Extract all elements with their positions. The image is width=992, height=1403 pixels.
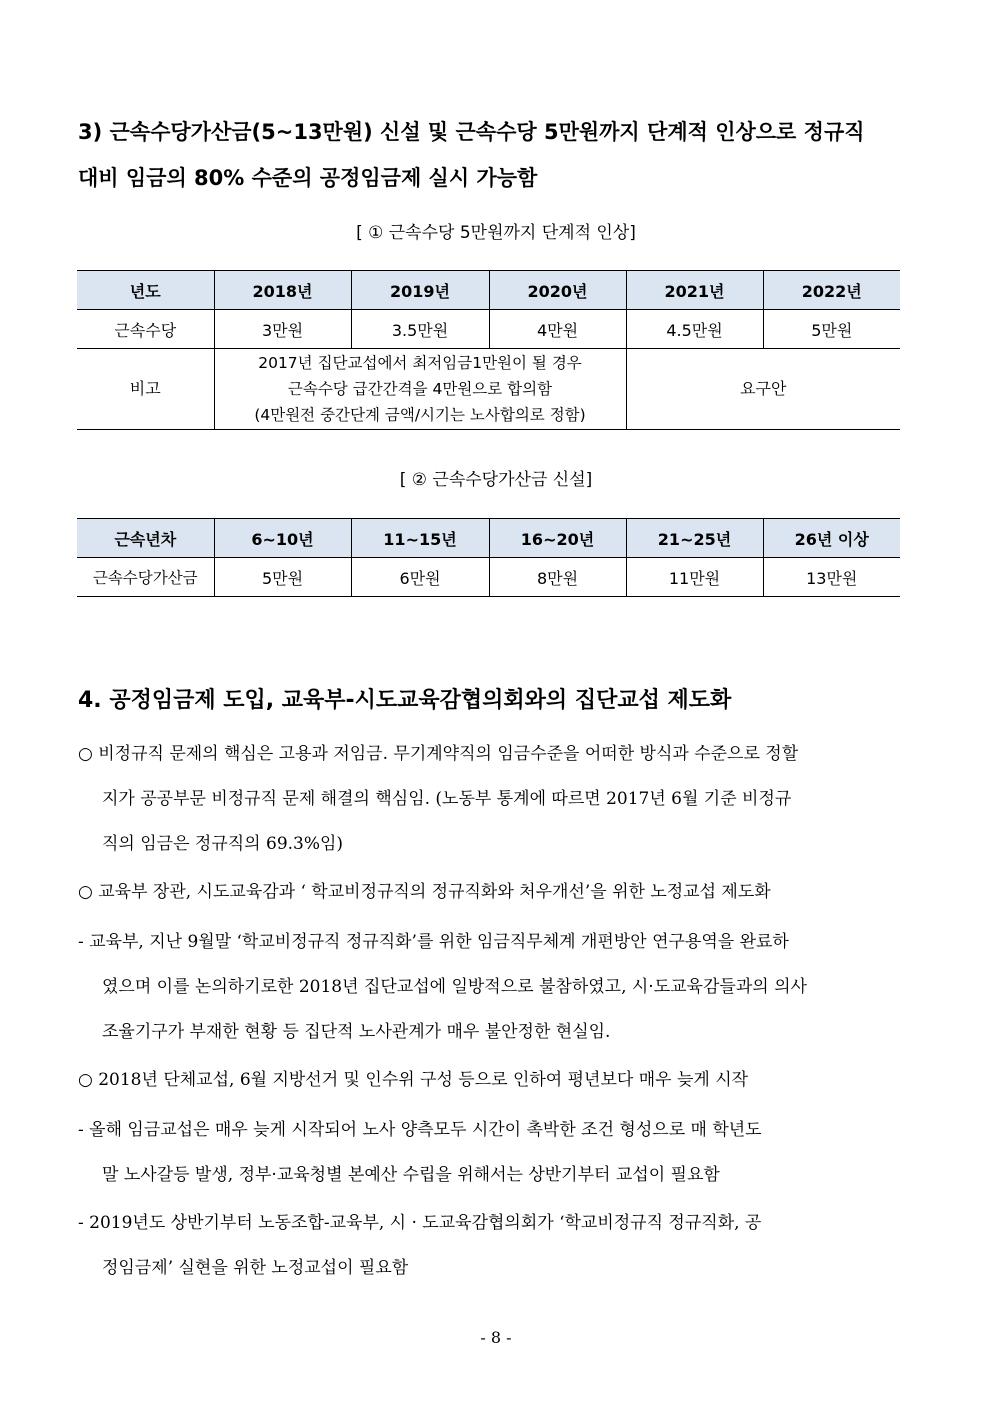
paragraph-line: 정임금제’ 실현을 위한 노정교섭이 필요함 (102, 1258, 409, 1278)
section-4-title: 4. 공정임금제 도입, 교육부-시도교육감협의회와의 집단교섭 제도화 (78, 688, 732, 713)
paragraph-line: - 2019년도 상반기부터 노동조합-교육부, 시 · 도교육감협의회가 ‘학교비정규직 정규직화, 공 (78, 1213, 762, 1233)
table-cell: 5만원 (214, 558, 351, 597)
table-header-row (77, 271, 900, 310)
table-cell: 11만원 (626, 558, 763, 597)
header-cell: 년도 (77, 271, 214, 310)
table-row (77, 558, 900, 597)
header-cell: 16~20년 (489, 519, 626, 558)
paragraph-4 (78, 1058, 918, 1103)
table-cell: 비고 (77, 349, 214, 430)
note-line: (4만원전 중간단계 금액/시기는 노사합의로 정함) (254, 406, 586, 424)
table-cell: 13만원 (763, 558, 900, 597)
paragraph-line: 지가 공공부문 비정규직 문제 해결의 핵심임. (노동부 통계에 따르면 2017년 6월 기준 비정규 (102, 789, 792, 809)
paragraph-line: ○ 비정규직 문제의 핵심은 고용과 저임금. 무기계약직의 임금수준을 어떠한 방식과 수준으로 정할 (78, 744, 799, 764)
paragraph-line: ○ 교육부 장관, 시도교육감과 ‘ 학교비정규직의 정규직화와 처우개선’을 위한 노정교섭 제도화 (78, 882, 771, 902)
paragraph-line: - 올해 임금교섭은 매우 늦게 시작되어 노사 양측모두 시간이 촉박한 조건 형성으로 매 학년도 (78, 1120, 762, 1140)
table-cell: 8만원 (489, 558, 626, 597)
table-cell: 3.5만원 (351, 310, 489, 349)
table-cell: 3만원 (214, 310, 351, 349)
table-row (77, 349, 900, 430)
header-cell: 근속년차 (77, 519, 214, 558)
note-line: 근속수당 급간간격을 4만원으로 합의함 (287, 380, 553, 398)
paragraph-line: 조율기구가 부재한 현황 등 집단적 노사관계가 매우 불안정한 현실임. (102, 1022, 611, 1042)
table-cell: 요구안 (626, 349, 900, 430)
seniority-allowance-table (77, 270, 900, 430)
header-cell: 11~15년 (351, 519, 489, 558)
paragraph-1 (78, 732, 918, 867)
paragraph-line: - 교육부, 지난 9월말 ‘학교비정규직 정규직화’를 위한 임금직무체계 개편방안 연구용역을 완료하 (78, 932, 789, 952)
table-cell: 4.5만원 (626, 310, 763, 349)
header-cell: 26년 이상 (763, 519, 900, 558)
section-3-heading-line-2: 대비 임금의 80% 수준의 공정임금제 실시 가능함 (78, 166, 538, 190)
table-2-caption: [ ② 근속수당가산금 신설] (399, 470, 593, 490)
table-cell: 근속수당 (77, 310, 214, 349)
table-cell: 근속수당가산금 (77, 558, 214, 597)
header-cell: 2022년 (763, 271, 900, 310)
header-cell: 2018년 (214, 271, 351, 310)
header-cell: 2019년 (351, 271, 489, 310)
header-cell: 6~10년 (214, 519, 351, 558)
header-cell: 2021년 (626, 271, 763, 310)
paragraph-line: 였으며 이를 논의하기로한 2018년 집단교섭에 일방적으로 불참하였고, 시·도교육감들과의 의사 (102, 977, 807, 997)
section-3-heading-line-1: 3) 근속수당가산금(5~13만원) 신설 및 근속수당 5만원까지 단계적 인상으로 정규직 (78, 120, 865, 144)
paragraph-3 (78, 920, 918, 1055)
paragraph-line: ○ 2018년 단체교섭, 6월 지방선거 및 인수위 구성 등으로 인하여 평년보다 매우 늦게 시작 (78, 1070, 749, 1090)
seniority-bonus-table (77, 518, 900, 597)
paragraph-5 (78, 1108, 918, 1198)
table-row (77, 310, 900, 349)
paragraph-line: 직의 임금은 정규직의 69.3%임) (102, 834, 344, 854)
table-header-row (77, 519, 900, 558)
header-cell: 2020년 (489, 271, 626, 310)
note-line: 2017년 집단교섭에서 최저임금1만원이 될 경우 (258, 354, 582, 372)
table-cell: 5만원 (763, 310, 900, 349)
table-cell: 4만원 (489, 310, 626, 349)
paragraph-2 (78, 870, 918, 915)
table-1-caption: [ ① 근속수당 5만원까지 단계적 인상] (356, 223, 636, 243)
table-cell: 6만원 (351, 558, 489, 597)
paragraph-6 (78, 1201, 918, 1291)
paragraph-line: 말 노사갈등 발생, 정부·교육청별 본예산 수립을 위해서는 상반기부터 교섭이 필요함 (102, 1165, 720, 1185)
page-number: - 8 - (480, 1328, 512, 1347)
header-cell: 21~25년 (626, 519, 763, 558)
note-cell (214, 349, 626, 430)
